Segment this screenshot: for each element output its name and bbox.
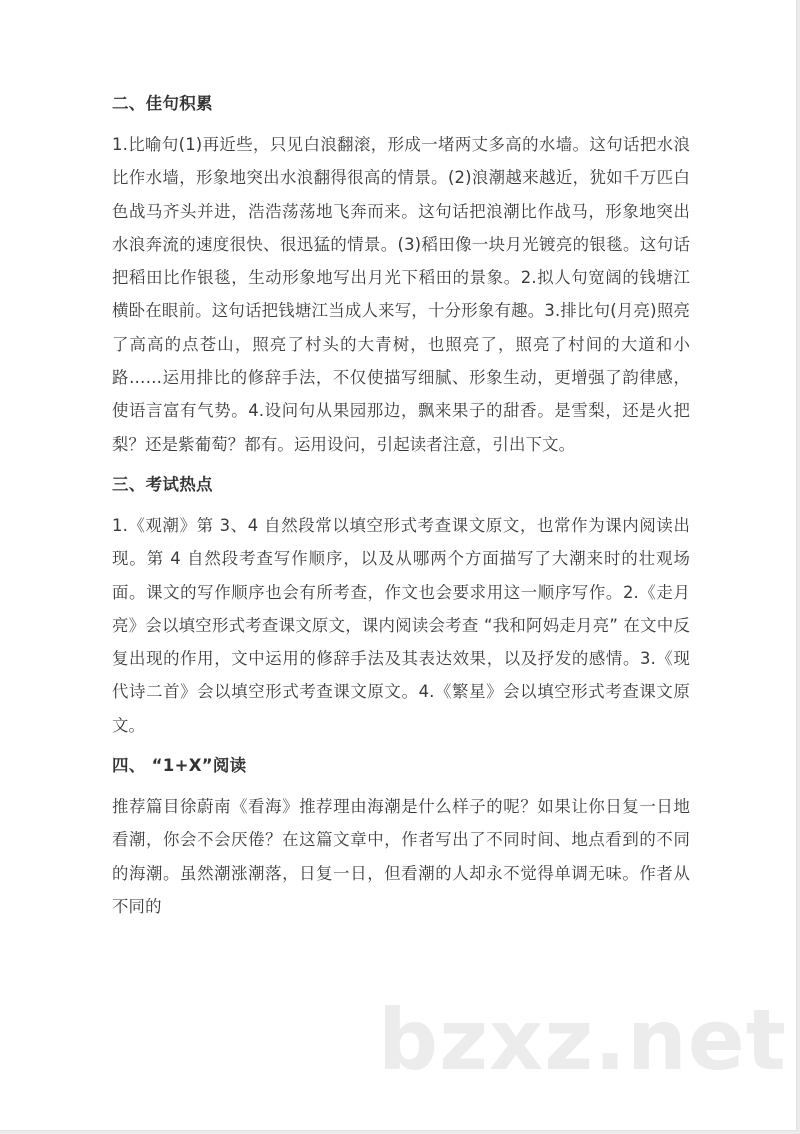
section-heading-exam-hotspots: 三、考试热点 (112, 474, 213, 494)
section-body-good-sentences: 1.比喻句(1)再近些，只见白浪翻滚，形成一堵两丈多高的水墙。这句话把水浪比作水墙，形象地突出水浪翻得很高的情景。(2)浪潮越来越近，犹如千万匹白色战马齐头并进，浩浩荡荡地飞奔而来。这句话把浪潮比作战马，形象地突出水浪奔流的速度很快、很迅猛的情景。(3)稻田像一块月光镀亮的银毯。这句话把稻田比作银毯，生动形象地写出月光下稻田的景象。2.拟人句宽阔的钱塘江横卧在眼前。这句话把钱塘江当成人来写，十分形象有趣。3.排比句(月亮)照亮了高高的点苍山，照亮了村头的大青树，也照亮了，照亮了村间的大道和小路……运用排比的修辞手法，不仅使描写细腻、形象生动，更增强了韵律感，使语言富有气势。4.设问句从果园那边，飘来果子的甜香。是雪梨，还是火把梨？还是紫葡萄？都有。运用设问，引起读者注意，引出下文。 (112, 135, 690, 454)
section-body-1x-reading: 推荐篇目徐蔚南《看海》推荐理由海潮是什么样子的呢？如果让你日复一日地看潮，你会不会厌倦？在这篇文章中，作者写出了不同时间、地点看到的不同的海潮。虽然潮涨潮落，日复一日，但看潮的人却永不觉得单调无味。作者从不同的 (112, 797, 690, 916)
section-body-exam-hotspots: 1.《观潮》第 3、4 自然段常以填空形式考查课文原文，也常作为课内阅读出现。第 4 自然段考查写作顺序，以及从哪两个方面描写了大潮来时的壮观场面。课文的写作顺序也会有所考查，作文也会要求用这一顺序写作。2.《走月亮》会以填空形式考查课文原文，课内阅读会考查 “我和阿妈走月亮” 在文中反复出现的作用，文中运用的修辞手法及其表达效果，以及抒发的感情。3.《现代诗二首》会以填空形式考查课文原文。4.《繁星》会以填空形式考查课文原文。 (112, 515, 690, 735)
section-heading-1x-reading: 四、 “1+X”阅读 (112, 756, 247, 776)
section-heading-good-sentences: 二、佳句积累 (112, 94, 213, 113)
document-content (112, 90, 690, 933)
watermark: bzxz.net (378, 991, 787, 1089)
